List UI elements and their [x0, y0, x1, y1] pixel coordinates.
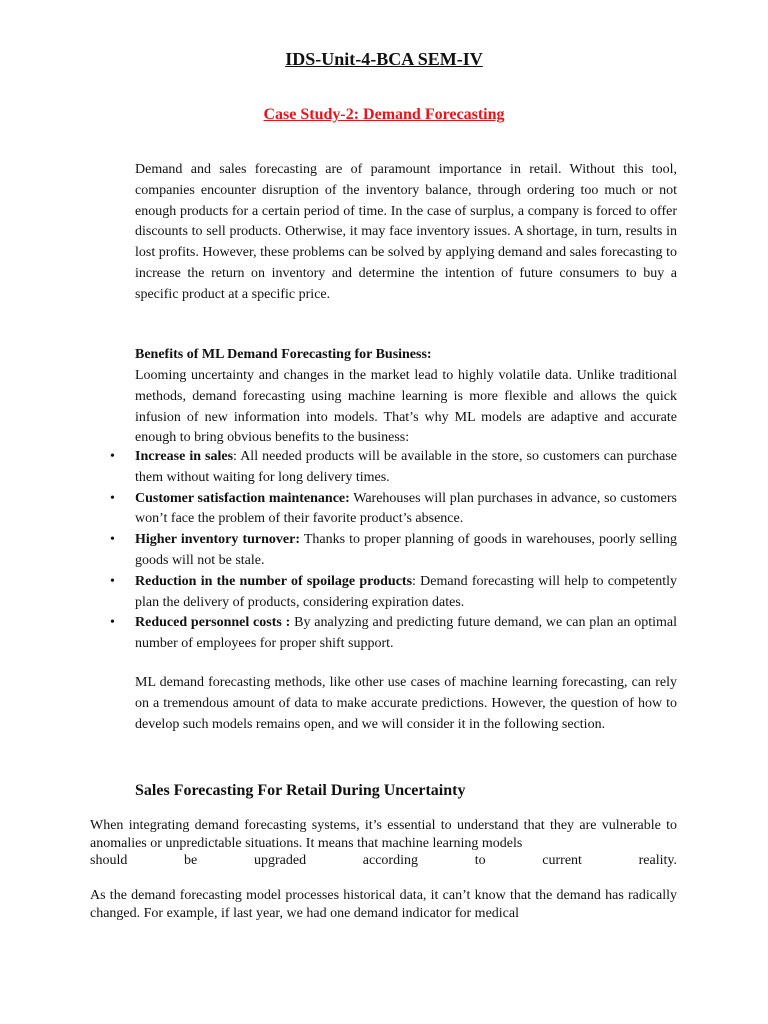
- benefit-term: Reduction in the number of spoilage products: [135, 573, 413, 589]
- benefit-term: Customer satisfaction maintenance:: [135, 490, 350, 506]
- bullet-icon: •: [110, 449, 115, 464]
- benefits-intro-paragraph: Looming uncertainty and changes in the market lead to highly volatile data. Unlike traditional methods, demand forecasting using machine learning is more flexible and allows the quick infusion of new information into models. That’s why ML models are adaptive and accurate enough to bring obvious benefits to the business:: [135, 368, 677, 446]
- list-item: [110, 489, 677, 531]
- benefit-term: Increase in sales: [135, 449, 234, 464]
- benefit-term: Higher inventory turnover:: [135, 532, 301, 548]
- list-item: [110, 572, 677, 614]
- case-study-title: Case Study-2: Demand Forecasting: [263, 106, 505, 123]
- benefit-term: Reduced personnel costs :: [135, 615, 291, 631]
- intro-paragraph: Demand and sales forecasting are of paramount importance in retail. Without this tool, companies encounter disruption of the inventory balance, through ordering too much or not enough products for a certain period of time. In the case of surplus, a company is forced to offer discounts to sell products. Otherwise, it may face inventory issues. A shortage, in turn, results in lost profits. However, these problems can be solved by applying demand and sales forecasting to increase the return on inventory and determine the intention of future consumers to buy a specific product at a specific price.: [135, 162, 677, 302]
- list-item: [110, 447, 678, 489]
- outro-paragraph: ML demand forecasting methods, like other use cases of machine learning forecasting, can rely on a tremendous amount of data to make accurate predictions. However, the question of how to develop such models remains open, and we will consider it in the following section.: [135, 675, 677, 732]
- bullet-icon: •: [110, 615, 115, 631]
- bullet-icon: •: [110, 573, 115, 589]
- sales-paragraph-1-last-line: should be upgraded according to current reality.: [90, 853, 677, 868]
- sales-paragraph-2: As the demand forecasting model processes historical data, it can’t know that the demand has radically changed. For example, if last year, we had one demand indicator for medical: [90, 888, 677, 921]
- document-title: IDS-Unit-4-BCA SEM-IV: [285, 49, 483, 69]
- section-heading: Sales Forecasting For Retail During Uncertainty: [135, 782, 466, 799]
- bullet-icon: •: [110, 532, 115, 548]
- sales-paragraph-1: [90, 817, 677, 870]
- list-item: [110, 530, 677, 572]
- benefit-text: Thanks to proper planning of goods in warehouses, poorly selling goods will not be stale.: [135, 532, 677, 568]
- sales-paragraph-1-text: When integrating demand forecasting systems, it’s essential to understand that they are vulnerable to anomalies or unpredictable situations. It means that machine learning models: [90, 818, 677, 851]
- benefits-list: [110, 447, 678, 655]
- list-item: [110, 613, 677, 655]
- benefit-text: Warehouses will plan purchases in advance, so customers won’t face the problem of their favorite product’s absence.: [135, 490, 677, 527]
- benefit-text: : All needed products will be available in the store, so customers can purchase them without waiting for long delivery times.: [135, 449, 678, 485]
- benefit-text: : Demand forecasting will help to competently plan the delivery of products, considering expiration dates.: [135, 573, 677, 610]
- bullet-icon: •: [110, 490, 115, 506]
- benefits-heading: Benefits of ML Demand Forecasting for Business:: [135, 347, 432, 362]
- benefit-text: By analyzing and predicting future demand, we can plan an optimal number of employees for proper shift support.: [135, 615, 677, 652]
